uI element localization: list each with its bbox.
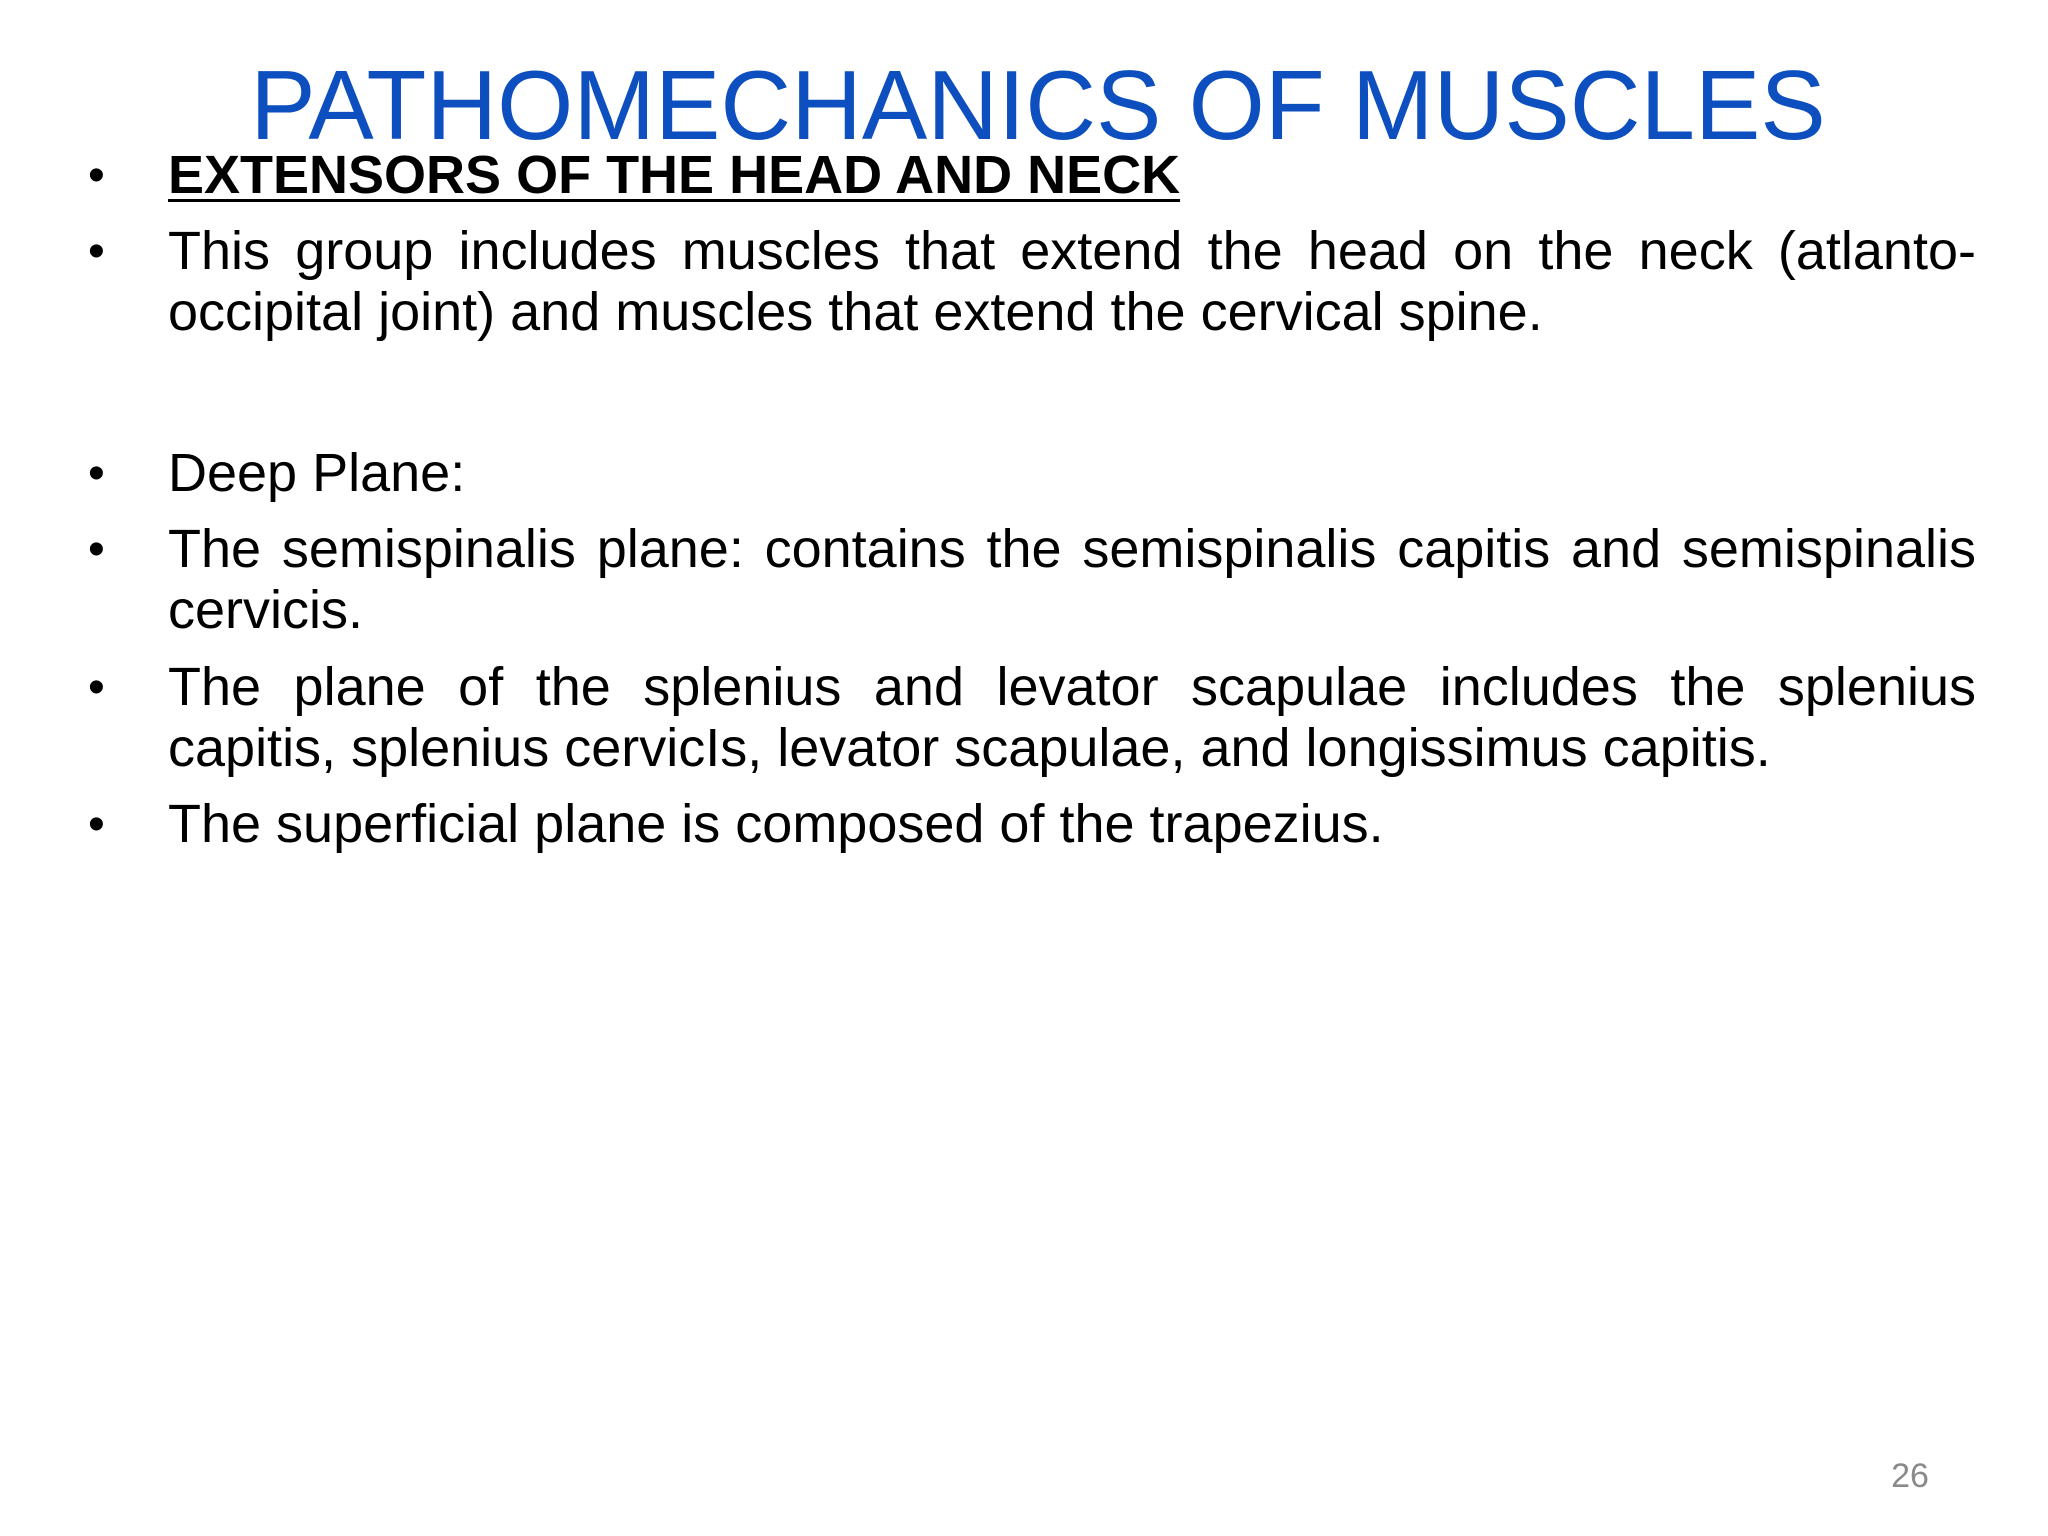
bullet-item-heading (88, 145, 1976, 206)
section-heading: EXTENSORS OF THE HEAD AND NECK (168, 145, 1181, 205)
bullet-dot-icon: • (88, 225, 105, 278)
bullet-item-semispinalis-plane (88, 519, 1976, 641)
bullet-item-group-description (88, 221, 1976, 343)
bullet-dot-icon: • (88, 661, 105, 714)
slide-number: 26 (1891, 1457, 1929, 1495)
slide-title: PATHOMECHANICS OF MUSCLES (250, 50, 1826, 160)
bullet-item-superficial-plane (88, 794, 1976, 855)
bullet-dot-icon: • (88, 149, 105, 202)
bullet-item-deep-plane (88, 443, 1976, 504)
bullet-text: The plane of the splenius and levator scapulae includes the splenius capitis, splenius cervicIs, levator scapulae, and longissimus capitis. (168, 657, 1976, 778)
bullet-text: The superficial plane is composed of the trapezius. (168, 794, 1384, 854)
bullet-text: Deep Plane: (168, 443, 466, 503)
bullet-dot-icon: • (88, 447, 105, 500)
bullet-text: This group includes muscles that extend the head on the neck (atlanto-occipital joint) and muscles that extend the cervical spine. (168, 221, 1976, 342)
bullet-dot-icon: • (88, 798, 105, 851)
bullet-dot-icon: • (88, 523, 105, 576)
bullet-item-splenius-plane (88, 657, 1976, 779)
bullet-text: The semispinalis plane: contains the semispinalis capitis and semispinalis cervicis. (168, 519, 1976, 640)
